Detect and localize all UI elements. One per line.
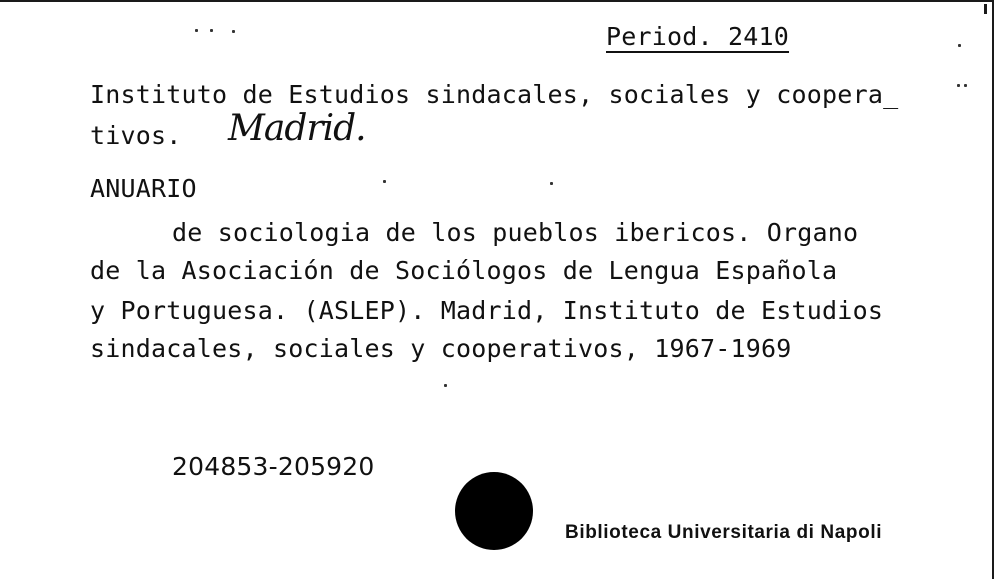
shelfmark: Period. 2410 — [606, 22, 790, 51]
scan-speck — [964, 84, 967, 87]
body-line-1: de sociologia de los pueblos ibericos. Organo — [172, 218, 859, 247]
accession-numbers: 204853-205920 — [172, 452, 375, 481]
scan-speck — [210, 29, 213, 32]
library-stamp-dot — [455, 472, 533, 550]
body-line-2: de la Asociación de Sociólogos de Lengua Española — [90, 256, 838, 285]
scan-speck — [232, 30, 235, 33]
scan-speck — [383, 180, 386, 183]
body-line-3: y Portuguesa. (ASLEP). Madrid, Instituto de Estudios — [90, 296, 884, 325]
scan-speck — [195, 29, 198, 32]
title-heading: ANUARIO — [90, 174, 197, 203]
handwritten-place: Madrid. — [228, 108, 366, 149]
body-line-4: sindacales, sociales y cooperativos, 1967-1969 — [90, 334, 792, 363]
scan-speck — [958, 44, 961, 47]
author-line-1: Instituto de Estudios sindacales, sociales y coopera_ — [90, 80, 899, 109]
card-edge-mark — [984, 4, 987, 14]
scan-speck — [957, 84, 960, 87]
scan-speck — [550, 182, 553, 185]
scan-speck — [444, 384, 447, 387]
author-line-2: tivos. — [90, 121, 182, 150]
library-stamp-text: Biblioteca Universitaria di Napoli — [565, 522, 883, 543]
